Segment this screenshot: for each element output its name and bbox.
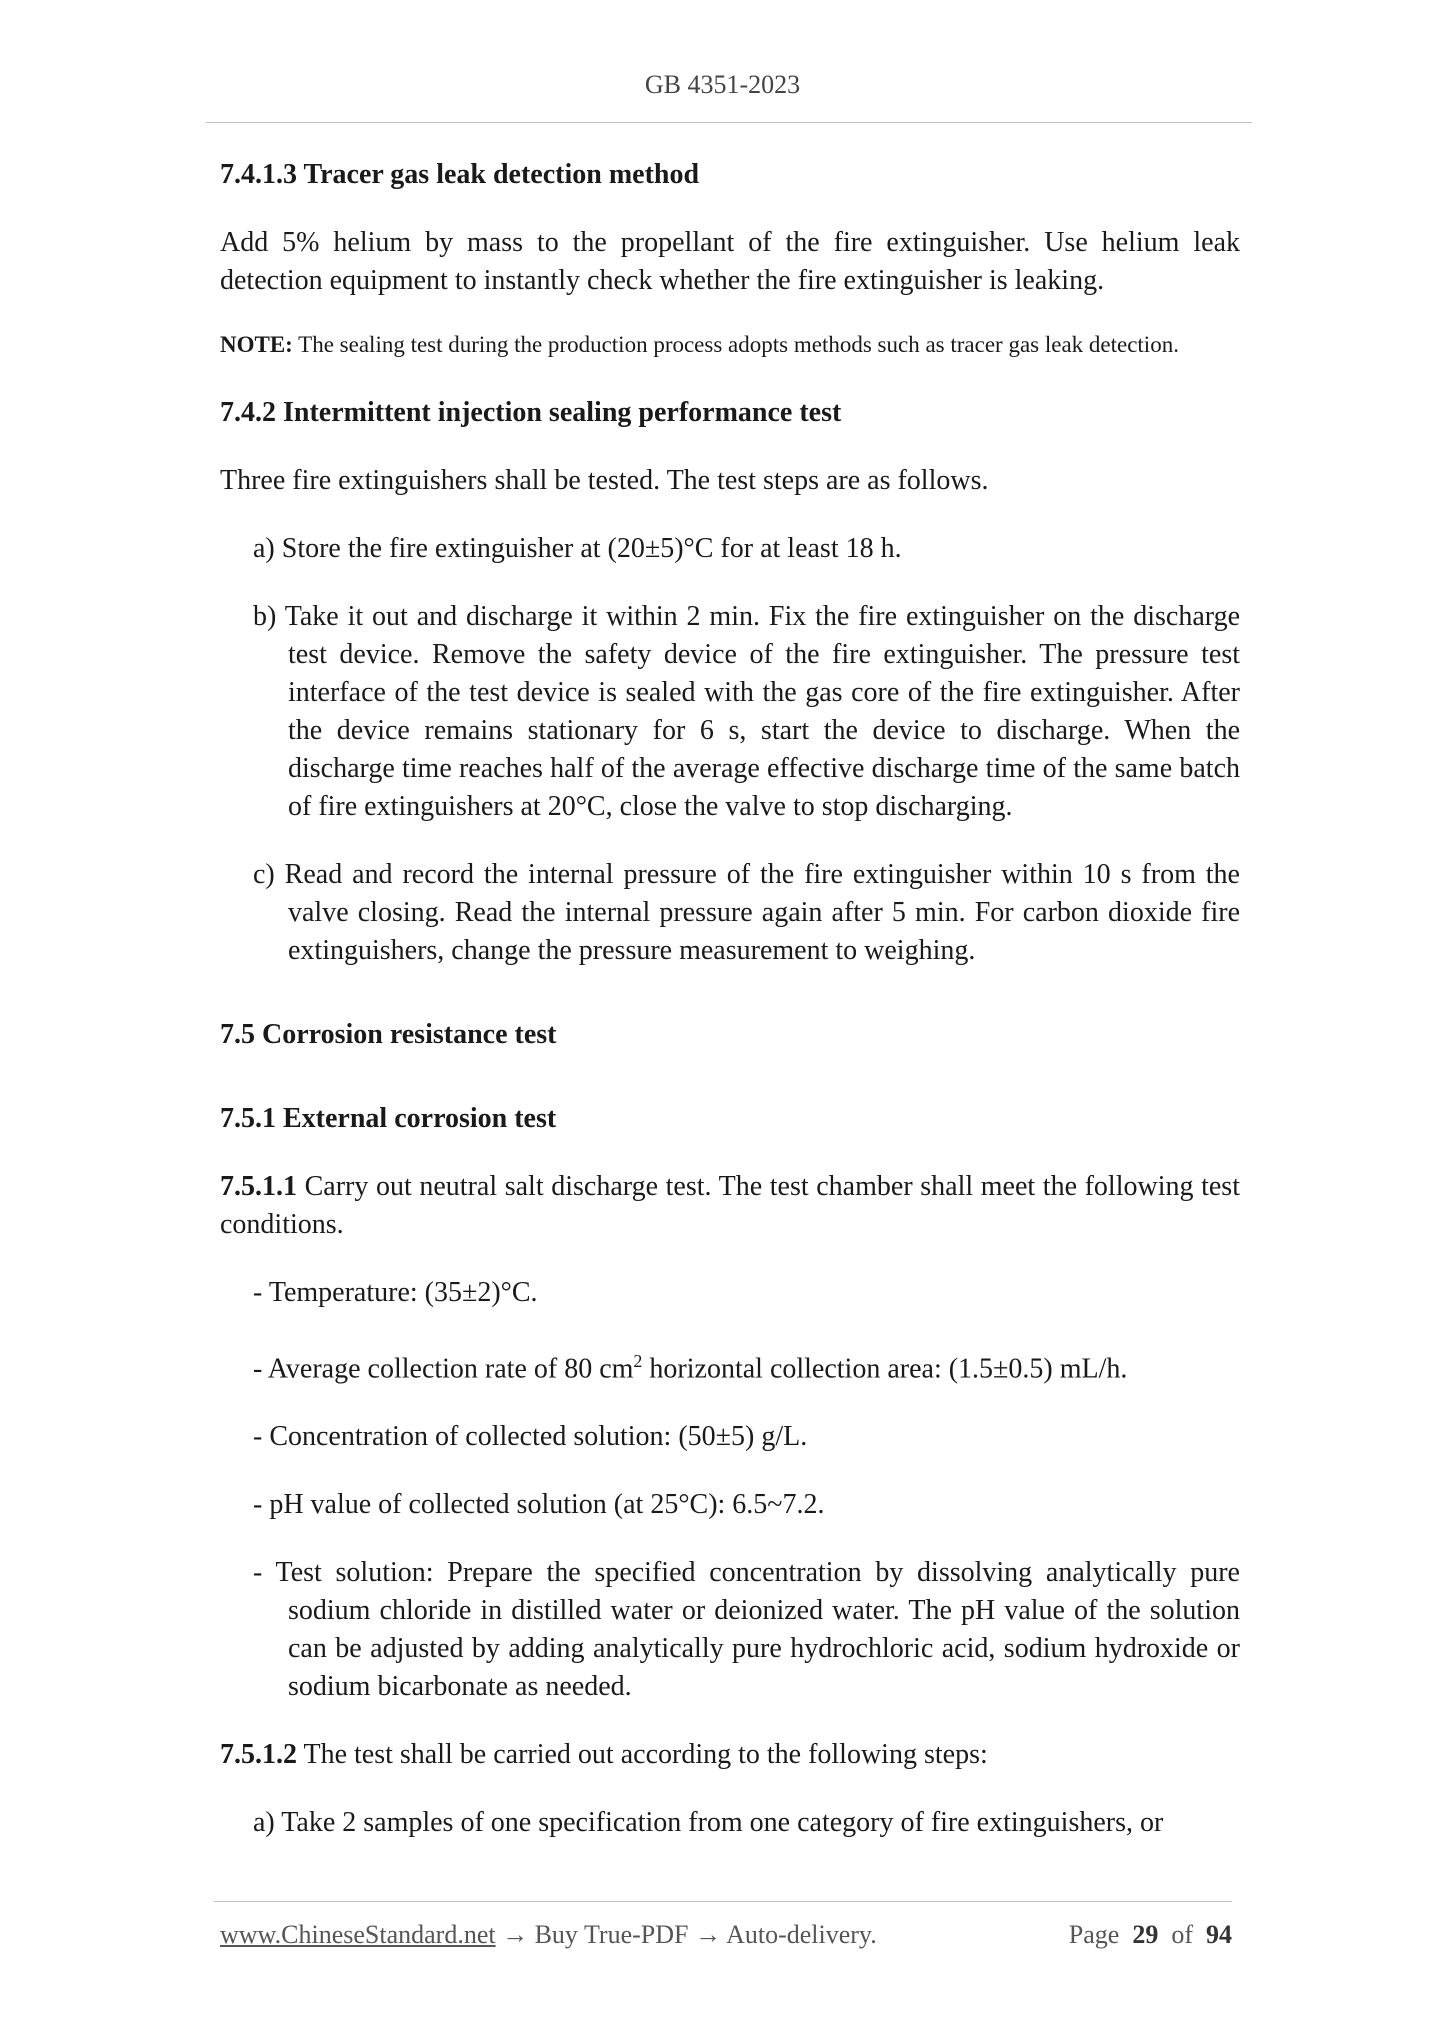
collection-rate-text: - Average collection rate of 80 cm (253, 1353, 634, 1385)
arrow-icon: → (502, 1920, 529, 1949)
heading-7-5-1: 7.5.1 External corrosion test (220, 1103, 557, 1134)
condition-collection-rate (253, 1342, 1240, 1388)
of-word: of (1171, 1920, 1193, 1949)
page-word: Page (1068, 1920, 1120, 1949)
clause-text-7-5-1-1: Carry out neutral salt discharge test. The test chamber shall meet the following test conditions. (220, 1171, 1240, 1240)
condition-ph: - pH value of collected solution (at 25°C): 6.5~7.2. (253, 1489, 825, 1521)
header-divider (206, 122, 1252, 123)
current-page: 29 (1132, 1920, 1159, 1949)
footer-divider (214, 1901, 1232, 1902)
paragraph-intermittent-intro: Three fire extinguishers shall be tested. The test steps are as follows. (220, 465, 989, 496)
heading-7-4-2: 7.4.2 Intermittent injection sealing performance test (220, 397, 842, 428)
condition-test-solution: - Test solution: Prepare the specified concentration by dissolving analytically pure sodium chloride in distilled water or deionized water. The pH value of the solution can be adjusted by adding analytically pure hydrochloric acid, sodium hydroxide or sodium bicarbonate as needed. (253, 1557, 1240, 1703)
clause-label-7-5-1-2: 7.5.1.2 (220, 1739, 297, 1771)
condition-concentration: - Concentration of collected solution: (50±5) g/L. (253, 1421, 808, 1453)
clause-text-7-5-1-2: The test shall be carried out according to the following steps: (297, 1739, 988, 1771)
footer-promo (220, 1920, 877, 1950)
heading-7-5: 7.5 Corrosion resistance test (220, 1019, 557, 1050)
arrow-icon: → (695, 1920, 721, 1949)
collection-rate-text-end: horizontal collection area: (1.5±0.5) mL/h. (642, 1353, 1128, 1385)
list-item-b: b) Take it out and discharge it within 2 min. Fix the fire extinguisher on the discharge test device. Remove the safety device of the fire extinguisher. The pressure test interface of the test device is sealed with the gas core of the fire extinguisher. After the device remains stationary for 6 s, start the device to discharge. When the discharge time reaches half of the average effective discharge time of the same batch of fire extinguishers at 20°C, close the valve to stop discharging. (253, 601, 1240, 822)
superscript-2: 2 (633, 1351, 643, 1371)
condition-temperature: - Temperature: (35±2)°C. (253, 1277, 538, 1308)
clause-label-7-5-1-1: 7.5.1.1 (220, 1171, 297, 1202)
paragraph-7-5-1-1 (220, 1168, 1240, 1244)
paragraph-7-5-1-2 (220, 1736, 1240, 1774)
page-content (220, 156, 1240, 1842)
auto-delivery-text: Auto-delivery. (726, 1920, 877, 1949)
list-item-a: a) Store the fire extinguisher at (20±5)°C for at least 18 h. (253, 533, 902, 564)
buy-true-pdf-text: Buy True-PDF (534, 1920, 689, 1949)
paragraph-tracer-gas: Add 5% helium by mass to the propellant of the fire extinguisher. Use helium leak detection equipment to instantly check whether the fire extinguisher is leaking. (220, 227, 1240, 296)
step-item-a: a) Take 2 samples of one specification from one category of fire extinguishers, or (253, 1807, 1164, 1839)
website-link[interactable]: www.ChineseStandard.net (220, 1920, 496, 1949)
note-paragraph (220, 326, 1240, 364)
note-text: The sealing test during the production process adopts methods such as tracer gas leak detection. (292, 332, 1179, 357)
heading-7-4-1-3: 7.4.1.3 Tracer gas leak detection method (220, 159, 700, 190)
note-label: NOTE: (220, 332, 293, 357)
document-id-header: GB 4351-2023 (644, 70, 801, 99)
list-item-c: c) Read and record the internal pressure of the fire extinguisher within 10 s from the valve closing. Read the internal pressure again after 5 min. For carbon dioxide fire extinguishers, change the pressure measurement to weighing. (253, 859, 1240, 966)
total-pages: 94 (1206, 1920, 1232, 1949)
page-number (1069, 1920, 1232, 1950)
